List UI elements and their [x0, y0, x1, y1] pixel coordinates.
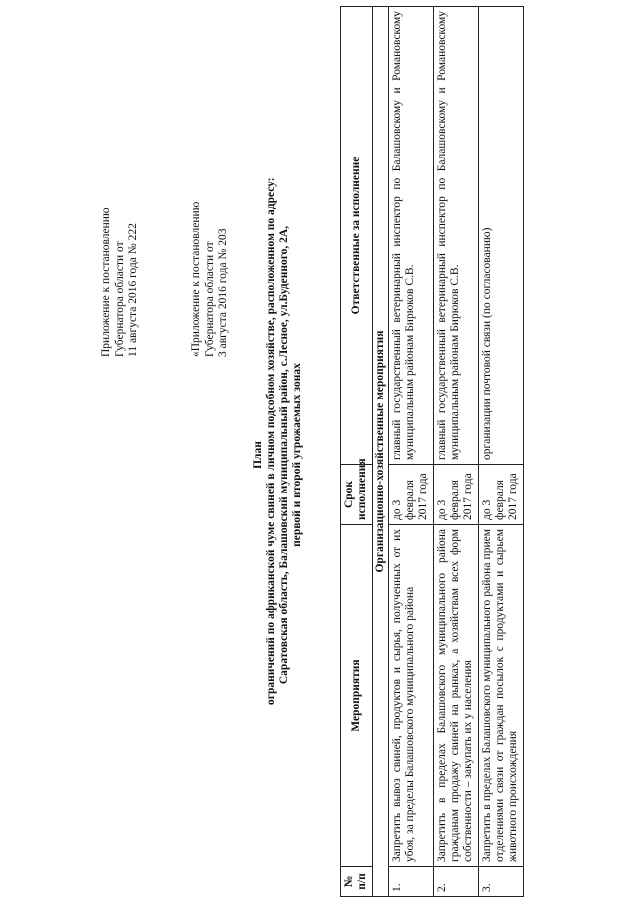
table-row: [388, 7, 433, 897]
row-activity: Запретить в пределах Балашовского муниципального района гражданам продажу свиней на рынках, а хозяйствам всех форм собственности – закупать их у населения: [433, 525, 478, 867]
appendix-current-line3: 11 августа 2016 года № 222: [127, 223, 139, 357]
row-num: 1.: [388, 867, 433, 897]
table-header-row: [341, 7, 373, 897]
appendix-current-line2: Губернатора области от: [113, 241, 126, 357]
header-responsible: Ответственные за исполнение: [341, 7, 373, 465]
row-num: 2.: [433, 867, 478, 897]
table-row: [433, 7, 478, 897]
heading-line3: первой и второй угрожаемых зонах: [291, 363, 303, 547]
appendix-original-line1: «Приложение к постановлению: [190, 201, 202, 357]
row-deadline: до 3 февраля 2017 года: [433, 465, 478, 525]
row-responsible: главный государственный ветеринарный инспектор по Балашовскому и Романовскому муниципальным районам Бирюков С.В.: [388, 7, 433, 465]
row-responsible: организации почтовой связи (по согласованию): [478, 7, 523, 465]
row-activity: Запретить в пределах Балашовского муниципального района прием отделениями связи от граждан посылок с продуктами и сырьем животного происхождения: [478, 525, 523, 867]
appendix-note-original: [190, 37, 231, 357]
appendix-note-current: [100, 37, 141, 357]
heading-title: План: [252, 441, 264, 469]
heading-line2: Саратовская область, Балашовский муниципальный район, с.Лесное, ул.Буденного, 2А,: [278, 225, 290, 685]
appendix-original-line2: Губернатора области от: [203, 241, 216, 357]
appendix-original-line3: 3 августа 2016 года № 203: [217, 228, 229, 357]
row-responsible: главный государственный ветеринарный инспектор по Балашовскому и Романовскому муниципальным районам Бирюков С.В.: [433, 7, 478, 465]
heading-line1: ограничений по африканской чуме свиней в личном подсобном хозяйстве, расположенном по адресу:: [265, 177, 277, 705]
header-activity: Мероприятия: [341, 525, 373, 867]
header-deadline: Срок исполнения: [341, 465, 373, 525]
row-activity: Запретить вывоз свиней, продуктов и сырья, полученных от их убоя, за пределы Балашовского муниципального района: [388, 525, 433, 867]
row-deadline: до 3 февраля 2017 года: [478, 465, 523, 525]
section-title: Организационно-хозяйственные мероприятия: [372, 7, 388, 897]
row-num: 3.: [478, 867, 523, 897]
section-row: [372, 7, 388, 897]
row-deadline: до 3 февраля 2017 года: [388, 465, 433, 525]
measures-table: [340, 6, 524, 897]
header-num: № п/п: [341, 867, 373, 897]
table-row: [478, 7, 523, 897]
appendix-current-line1: Приложение к постановлению: [100, 207, 112, 357]
document-heading: [252, 177, 304, 705]
